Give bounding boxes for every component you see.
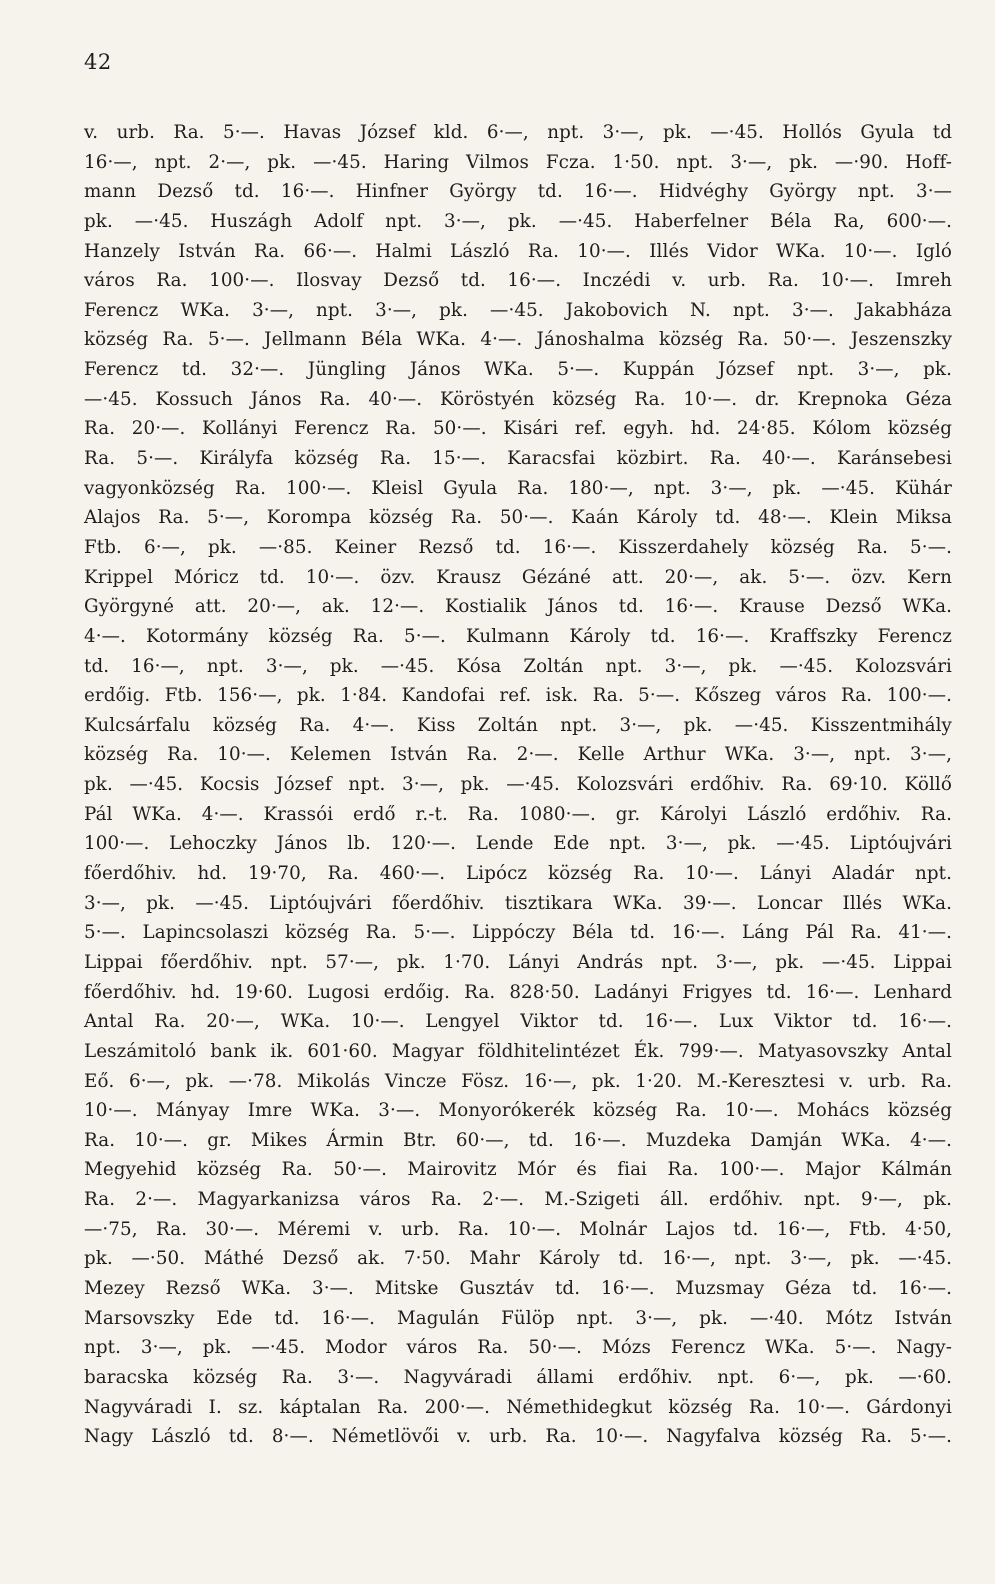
- text-line: 5·—. Lapincsolaszi község Ra. 5·—. Lippóczy Béla td. 16·—. Láng Pál Ra. 41·—.: [84, 922, 952, 944]
- text-line: község Ra. 10·—. Kelemen István Ra. 2·—. Kelle Arthur WKa. 3·—, npt. 3·—,: [84, 744, 952, 766]
- donor-list-text: [84, 118, 952, 1452]
- text-line: Antal Ra. 20·—, WKa. 10·—. Lengyel Viktor td. 16·—. Lux Viktor td. 16·—.: [84, 1011, 952, 1033]
- text-line: Nagy László td. 8·—. Németlövői v. urb. Ra. 10·—. Nagyfalva község Ra. 5·—.: [84, 1426, 952, 1448]
- text-line: 10·—. Mányay Imre WKa. 3·—. Monyorókerék község Ra. 10·—. Mohács község: [84, 1100, 952, 1122]
- text-line: Alajos Ra. 5·—, Korompa község Ra. 50·—. Kaán Károly td. 48·—. Klein Miksa: [84, 507, 952, 529]
- text-line: Ra. 20·—. Kollányi Ferencz Ra. 50·—. Kisári ref. egyh. hd. 24·85. Kólom község: [84, 418, 952, 440]
- text-line: Ferencz td. 32·—. Jüngling János WKa. 5·—. Kuppán József npt. 3·—, pk.: [84, 359, 952, 381]
- text-line: község Ra. 5·—. Jellmann Béla WKa. 4·—. Jánoshalma község Ra. 50·—. Jeszenszky: [84, 329, 952, 351]
- text-line: v. urb. Ra. 5·—. Havas József kld. 6·—, npt. 3·—, pk. —·45. Hollós Gyula td: [84, 122, 952, 143]
- text-line: főerdőhiv. hd. 19·60. Lugosi erdőig. Ra. 828·50. Ladányi Frigyes td. 16·—. Lenhard: [84, 981, 952, 1003]
- text-line: Ra. 2·—. Magyarkanizsa város Ra. 2·—. M.-Szigeti áll. erdőhiv. npt. 9·—, pk.: [84, 1189, 952, 1211]
- text-line: Nagyváradi I. sz. káptalan Ra. 200·—. Némethidegkut község Ra. 10·—. Gárdonyi: [84, 1396, 952, 1418]
- text-line: 4·—. Kotormány község Ra. 5·—. Kulmann Károly td. 16·—. Kraffszky Ferencz: [84, 625, 952, 647]
- text-line: 16·—, npt. 2·—, pk. —·45. Haring Vilmos Fcza. 1·50. npt. 3·—, pk. —·90. Hoff-: [84, 151, 952, 173]
- text-line: —·75, Ra. 30·—. Méremi v. urb. Ra. 10·—. Molnár Lajos td. 16·—, Ftb. 4·50,: [84, 1218, 952, 1240]
- text-line: td. 16·—, npt. 3·—, pk. —·45. Kósa Zoltán npt. 3·—, pk. —·45. Kolozsvári: [84, 655, 952, 677]
- text-line: Eő. 6·—, pk. —·78. Mikolás Vincze Fösz. 16·—, pk. 1·20. M.-Keresztesi v. urb. Ra.: [84, 1070, 952, 1092]
- text-line: Mezey Rezső WKa. 3·—. Mitske Gusztáv td. 16·—. Muzsmay Géza td. 16·—.: [84, 1277, 952, 1299]
- text-line: város Ra. 100·—. Ilosvay Dezső td. 16·—. Inczédi v. urb. Ra. 10·—. Imreh: [84, 270, 952, 292]
- page-number: 42: [84, 50, 112, 74]
- text-line: erdőig. Ftb. 156·—, pk. 1·84. Kandofai ref. isk. Ra. 5·—. Kőszeg város Ra. 100·—.: [84, 685, 952, 707]
- text-line: npt. 3·—, pk. —·45. Modor város Ra. 50·—. Mózs Ferencz WKa. 5·—. Nagy-: [84, 1337, 952, 1359]
- text-line: Ra. 5·—. Királyfa község Ra. 15·—. Karacsfai közbirt. Ra. 40·—. Karánsebesi: [84, 448, 952, 470]
- text-line: főerdőhiv. hd. 19·70, Ra. 460·—. Lipócz község Ra. 10·—. Lányi Aladár npt.: [84, 863, 952, 885]
- text-line: Megyehid község Ra. 50·—. Mairovitz Mór és fiai Ra. 100·—. Major Kálmán: [84, 1159, 952, 1181]
- text-line: Krippel Móricz td. 10·—. özv. Krausz Gézáné att. 20·—, ak. 5·—. özv. Kern: [84, 566, 952, 588]
- text-line: Lippai főerdőhiv. npt. 57·—, pk. 1·70. Lányi András npt. 3·—, pk. —·45. Lippai: [84, 951, 952, 973]
- text-line: pk. —·45. Huszágh Adolf npt. 3·—, pk. —·45. Haberfelner Béla Ra, 600·—.: [84, 210, 952, 232]
- text-line: Györgyné att. 20·—, ak. 12·—. Kostialik János td. 16·—. Krause Dezső WKa.: [84, 596, 952, 618]
- text-line: 3·—, pk. —·45. Liptóujvári főerdőhiv. tisztikara WKa. 39·—. Loncar Illés WKa.: [84, 892, 952, 914]
- text-line: baracska község Ra. 3·—. Nagyváradi állami erdőhiv. npt. 6·—, pk. —·60.: [84, 1366, 952, 1388]
- text-line: Leszámitoló bank ik. 601·60. Magyar földhitelintézet Ék. 799·—. Matyasovszky Antal: [84, 1040, 952, 1062]
- text-line: 100·—. Lehoczky János lb. 120·—. Lende Ede npt. 3·—, pk. —·45. Liptóujvári: [84, 833, 952, 855]
- text-line: Ferencz WKa. 3·—, npt. 3·—, pk. —·45. Jakobovich N. npt. 3·—. Jakabháza: [84, 299, 952, 321]
- text-line: Ra. 10·—. gr. Mikes Ármin Btr. 60·—, td. 16·—. Muzdeka Damján WKa. 4·—.: [84, 1129, 952, 1151]
- text-line: Marsovszky Ede td. 16·—. Magulán Fülöp npt. 3·—, pk. —·40. Mótz István: [84, 1307, 952, 1329]
- text-line: —·45. Kossuch János Ra. 40·—. Köröstyén község Ra. 10·—. dr. Krepnoka Géza: [84, 388, 952, 410]
- text-line: Pál WKa. 4·—. Krassói erdő r.-t. Ra. 1080·—. gr. Károlyi László erdőhiv. Ra.: [84, 803, 952, 825]
- text-line: vagyonközség Ra. 100·—. Kleisl Gyula Ra. 180·—, npt. 3·—, pk. —·45. Kühár: [84, 477, 952, 499]
- text-line: mann Dezső td. 16·—. Hinfner György td. 16·—. Hidvéghy György npt. 3·—: [84, 181, 952, 203]
- text-line: pk. —·50. Máthé Dezső ak. 7·50. Mahr Károly td. 16·—, npt. 3·—, pk. —·45.: [84, 1248, 952, 1270]
- text-line: Kulcsárfalu község Ra. 4·—. Kiss Zoltán npt. 3·—, pk. —·45. Kisszentmihály: [84, 714, 952, 736]
- text-line: Hanzely István Ra. 66·—. Halmi László Ra. 10·—. Illés Vidor WKa. 10·—. Igló: [84, 240, 952, 262]
- text-line: pk. —·45. Kocsis József npt. 3·—, pk. —·45. Kolozsvári erdőhiv. Ra. 69·10. Köllő: [84, 774, 952, 796]
- text-line: Ftb. 6·—, pk. —·85. Keiner Rezső td. 16·—. Kisszerdahely község Ra. 5·—.: [84, 536, 952, 558]
